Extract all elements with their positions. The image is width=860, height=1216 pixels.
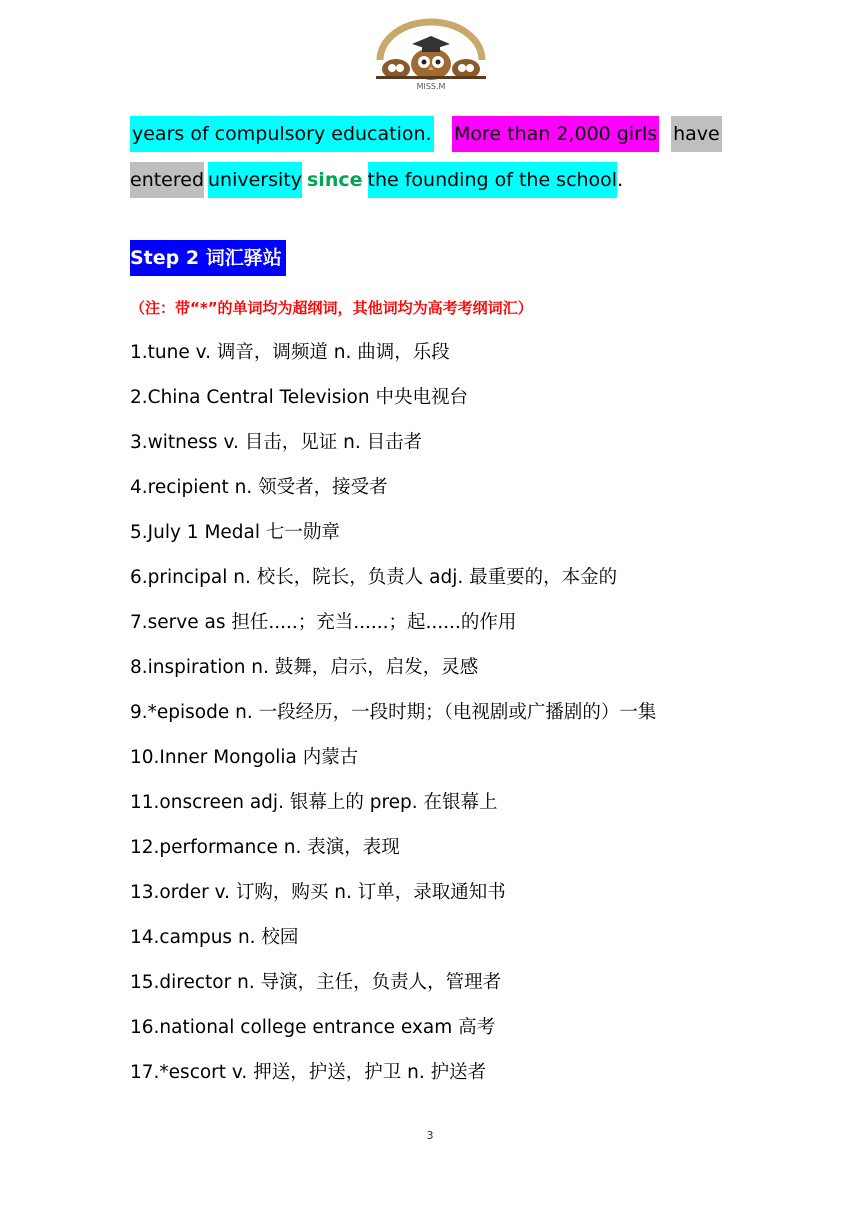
vocab-item <box>130 745 358 771</box>
vocab-meaning-2: 曲调，乐段 <box>351 342 450 363</box>
vocab-term: 16.national college entrance exam <box>130 1017 453 1038</box>
vocab-meaning: 高考 <box>452 1017 496 1038</box>
vocab-item <box>130 790 498 816</box>
vocab-meaning-2: 最重要的，本金的 <box>463 567 618 588</box>
vocab-term: 17.*escort v. <box>130 1062 248 1083</box>
vocab-meaning-2: 在银幕上 <box>417 792 498 813</box>
vocab-item <box>130 1015 495 1041</box>
vocab-item <box>130 340 450 366</box>
vocab-meaning: 目击，见证 <box>238 432 344 453</box>
vocab-meaning-2: 护送者 <box>424 1062 487 1083</box>
vocab-term: 6.principal n. <box>130 567 251 588</box>
vocab-term: 13.order v. <box>130 882 231 903</box>
highlight-entered: entered <box>130 162 204 198</box>
highlight-girls: More than 2,000 girls <box>452 116 659 152</box>
vocab-meaning: 鼓舞，启示，启发，灵感 <box>268 657 479 678</box>
vocab-item <box>130 565 617 591</box>
vocab-term: 1.tune v. <box>130 342 212 363</box>
vocab-term: 5.July 1 Medal <box>130 522 261 543</box>
page-number: 3 <box>426 1129 434 1142</box>
vocab-term: 8.inspiration n. <box>130 657 269 678</box>
vocab-meaning: 银幕上的 <box>283 792 370 813</box>
vocab-pos-2: prep. <box>369 792 418 813</box>
vocab-meaning: 一段经历，一段时期；（电视剧或广播剧的）一集 <box>252 702 657 723</box>
vocab-meaning: 订购，购买 <box>230 882 335 903</box>
vocab-item <box>130 520 340 546</box>
vocab-meaning: 领受者，接受者 <box>252 477 388 498</box>
vocab-term: 9.*episode n. <box>130 702 253 723</box>
vocab-term: 14.campus n. <box>130 927 256 948</box>
vocab-meaning: 中央电视台 <box>369 387 468 408</box>
vocab-item <box>130 385 468 411</box>
vocab-term: 12.performance n. <box>130 837 302 858</box>
highlight-founding: the founding of the school <box>368 162 618 198</box>
vocab-item <box>130 475 388 501</box>
vocab-item <box>130 610 516 636</box>
vocab-item <box>130 835 400 861</box>
paragraph-line-2 <box>130 150 624 191</box>
paragraph-line-1 <box>130 104 722 145</box>
vocab-item <box>130 655 478 681</box>
vocab-note: （注：带“*”的单词均为超纲词，其他词均为高考考纲词汇） <box>130 299 533 317</box>
period: . <box>617 169 624 191</box>
vocab-meaning: 校园 <box>255 927 299 948</box>
vocab-pos-2: n. <box>334 882 352 903</box>
vocab-term: 10.Inner Mongolia <box>130 747 297 768</box>
vocab-meaning: 担任.....；充当......；起......的作用 <box>225 612 517 633</box>
vocab-meaning-2: 订单，录取通知书 <box>351 882 506 903</box>
vocab-term: 15.director n. <box>130 972 255 993</box>
vocab-term: 4.recipient n. <box>130 477 253 498</box>
vocab-item <box>130 880 506 906</box>
vocab-pos-2: n. <box>343 432 361 453</box>
vocab-term: 7.serve as <box>130 612 226 633</box>
vocab-item <box>130 1060 486 1086</box>
vocab-term: 3.witness v. <box>130 432 239 453</box>
highlight-university: university <box>208 162 302 198</box>
highlight-have: have <box>671 116 722 152</box>
vocab-meaning-2: 目击者 <box>360 432 423 453</box>
vocab-meaning: 校长，院长，负责人 <box>250 567 430 588</box>
vocab-term: 11.onscreen adj. <box>130 792 284 813</box>
vocab-meaning: 调音，调频道 <box>211 342 334 363</box>
vocab-meaning: 导演，主任，负责人，管理者 <box>254 972 502 993</box>
keyword-since: since <box>307 169 363 191</box>
vocab-meaning: 押送，护送，护卫 <box>247 1062 408 1083</box>
miss-m-logo <box>372 14 490 92</box>
vocab-meaning: 七一勋章 <box>260 522 340 543</box>
vocab-meaning: 内蒙古 <box>296 747 359 768</box>
vocab-term: 2.China Central Television <box>130 387 370 408</box>
vocab-item <box>130 925 298 951</box>
logo-caption: MISS.M <box>416 82 446 91</box>
highlight-compulsory-education: years of compulsory education. <box>130 116 434 152</box>
vocab-meaning: 表演，表现 <box>301 837 400 858</box>
vocab-item <box>130 430 422 456</box>
vocab-item <box>130 970 501 996</box>
vocab-item <box>130 700 656 726</box>
vocab-pos-2: n. <box>407 1062 425 1083</box>
vocab-pos-2: adj. <box>429 567 464 588</box>
vocab-pos-2: n. <box>333 342 352 363</box>
section-heading-step-2: Step 2 词汇驿站 <box>130 240 286 276</box>
